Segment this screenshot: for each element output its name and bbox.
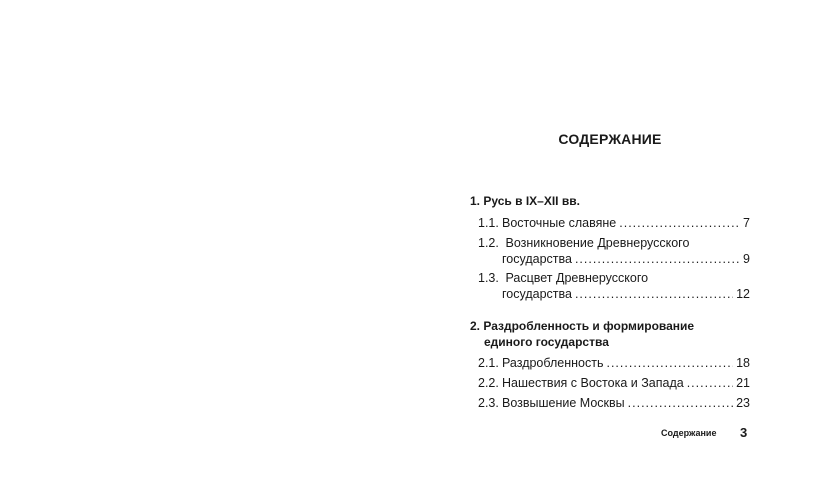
toc-entry-2-3 [478, 395, 750, 411]
entry-title-line-2: государства [502, 287, 572, 301]
running-footer-label: Содержание [661, 428, 717, 438]
dot-leader [687, 375, 733, 391]
toc-entry-2-1 [478, 355, 750, 371]
entry-number: 1.2. [478, 236, 499, 250]
dot-leader [619, 215, 740, 231]
toc-entry-1-3 [478, 270, 750, 302]
section-1-title [470, 193, 580, 209]
entry-number: 1.3. [478, 271, 499, 285]
entry-page-number: 12 [736, 287, 750, 301]
entry-number: 1.1. [478, 216, 499, 230]
toc-entry-2-2 [478, 375, 750, 391]
entry-title: Возвышение Москвы [502, 396, 625, 410]
entry-title-line-1: Расцвет Древнерусского [505, 271, 649, 285]
entry-number: 2.3. [478, 396, 499, 410]
entry-page-number: 7 [743, 216, 750, 230]
entry-page-number: 18 [736, 356, 750, 370]
entry-page-number: 9 [743, 252, 750, 266]
entry-page-number: 21 [736, 376, 750, 390]
dot-leader [575, 251, 740, 267]
dot-leader [606, 355, 733, 371]
toc-entry-1-1 [478, 215, 750, 231]
entry-title: Восточные славяне [502, 216, 617, 230]
entry-title: Раздробленность [502, 356, 604, 370]
section-2-title-line-2: единого государства [484, 335, 609, 349]
entry-title-line-1: Возникновение Древнерусского [505, 236, 690, 250]
entry-title: Нашествия с Востока и Запада [502, 376, 684, 390]
section-2-title [470, 318, 694, 350]
entry-page-number: 23 [736, 396, 750, 410]
dot-leader [575, 286, 733, 302]
dot-leader [628, 395, 733, 411]
entry-title-line-2: государства [502, 252, 572, 266]
section-1-title-line: 1. Русь в IX–XII вв. [470, 194, 580, 208]
section-2-title-line-1: 2. Раздробленность и формирование [470, 319, 695, 333]
toc-entry-1-2 [478, 235, 750, 267]
page-number: 3 [740, 425, 748, 440]
page-title: СОДЕРЖАНИЕ [558, 131, 662, 147]
entry-number: 2.2. [478, 376, 499, 390]
entry-number: 2.1. [478, 356, 499, 370]
